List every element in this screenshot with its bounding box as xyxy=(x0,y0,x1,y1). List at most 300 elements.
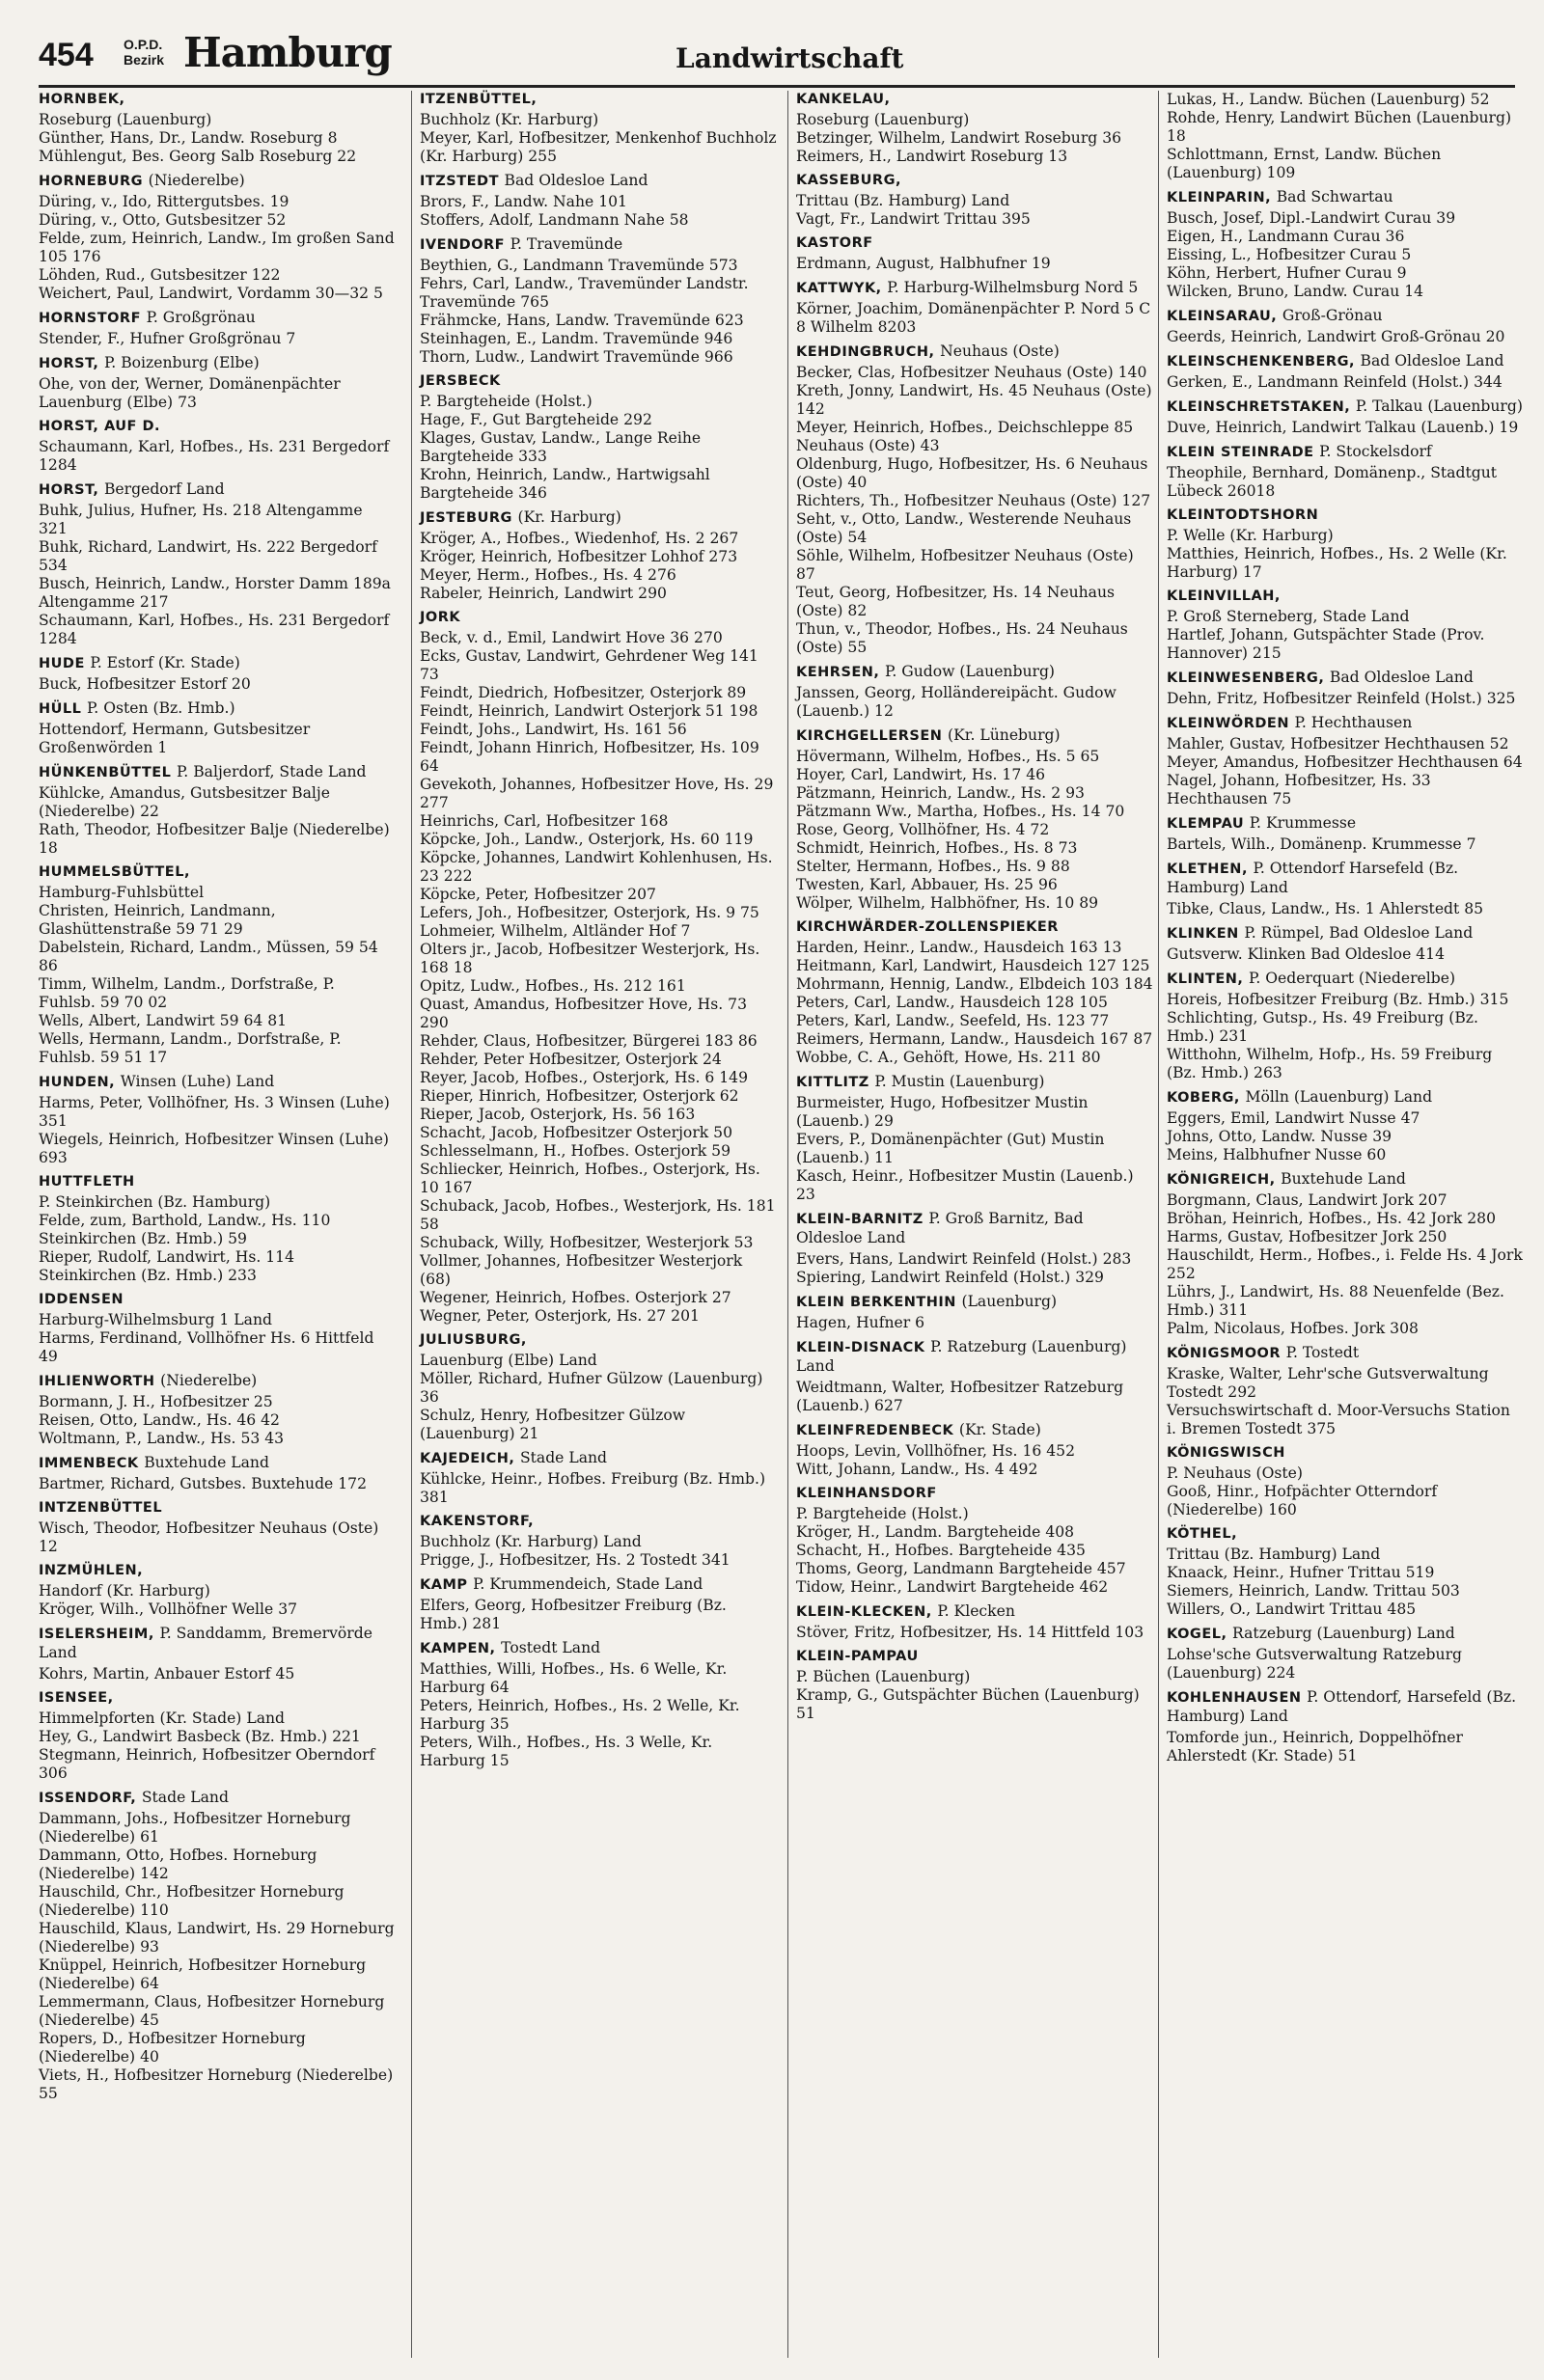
place-info: P. Groß Barnitz, Bad Oldesloe Land xyxy=(796,1210,1084,1246)
listing-line: Schuback, Jacob, Hofbes., Westerjork, Hs. 181 58 xyxy=(420,1197,781,1233)
place-entry xyxy=(1167,188,1524,301)
listing-line: P. Neuhaus (Oste) xyxy=(1167,1464,1303,1482)
listing-line: Harms, Gustav, Hofbesitzer Jork 250 xyxy=(1167,1228,1448,1245)
listing-line: Quast, Amandus, Hofbesitzer Hove, Hs. 73 290 xyxy=(420,996,752,1031)
listing-line: Hartlef, Johann, Gutspächter Stade (Prov. Hannover) 215 xyxy=(1167,626,1490,662)
place-name: KAMPEN, xyxy=(420,1641,496,1656)
listing-line: Siemers, Heinrich, Landw. Trittau 503 xyxy=(1167,1582,1460,1600)
listing-line: Meyer, Amandus, Hofbesitzer Hechthausen 64 xyxy=(1167,753,1523,771)
place-heading xyxy=(1167,1525,1524,1544)
listing-line: Schacht, H., Hofbes. Bargteheide 435 xyxy=(796,1542,1086,1559)
place-info: Buxtehude Land xyxy=(144,1454,269,1471)
place-name: KLEIN-PAMPAU xyxy=(796,1649,919,1664)
place-info: P. Travemünde xyxy=(510,235,623,253)
listing-line: Schlichting, Gutsp., Hs. 49 Freiburg (Bz. Hmb.) 231 xyxy=(1167,1009,1483,1045)
place-name: KLEIN-KLECKEN, xyxy=(796,1604,932,1620)
place-info: P. Baljerdorf, Stade Land xyxy=(176,763,367,780)
place-entry xyxy=(39,91,396,166)
listing-line: Lukas, H., Landw. Büchen (Lauenburg) 52 xyxy=(1167,91,1490,108)
place-name: ISELERSHEIM, xyxy=(39,1627,154,1642)
place-entry xyxy=(420,1513,777,1570)
listing-line: Harburg-Wilhelmsburg 1 Land xyxy=(39,1311,272,1328)
listing-line: Meyer, Karl, Hofbesitzer, Menkenhof Buchholz (Kr. Harburg) 255 xyxy=(420,129,782,165)
listing-line: Reisen, Otto, Landw., Hs. 46 42 xyxy=(39,1411,280,1429)
place-name: KLEIN STEINRADE xyxy=(1167,445,1314,460)
place-heading xyxy=(1167,1170,1524,1190)
place-heading xyxy=(1167,307,1524,326)
place-info: P. Harburg-Wilhelmsburg Nord 5 xyxy=(887,279,1139,296)
page-number: 454 xyxy=(39,37,94,73)
place-heading xyxy=(39,418,396,436)
place-info: P. Ottendorf, Harsefeld (Bz. Hamburg) Land xyxy=(1167,1688,1517,1725)
place-info: P. Boizenburg (Elbe) xyxy=(103,354,260,371)
place-name: KAMP xyxy=(420,1577,468,1593)
place-heading xyxy=(1167,924,1524,944)
listing-line: Harms, Ferdinand, Vollhöfner Hs. 6 Hittfeld 49 xyxy=(39,1329,379,1365)
listing-line: Ecks, Gustav, Landwirt, Gehrdener Weg 141 73 xyxy=(420,647,763,683)
place-name: KATTWYK, xyxy=(796,281,882,296)
place-name: KASTORF xyxy=(796,235,873,251)
listing-line: Reimers, H., Landwirt Roseburg 13 xyxy=(796,148,1068,165)
listing-line: Erdmann, August, Halbhufner 19 xyxy=(796,255,1051,272)
place-heading xyxy=(1167,1625,1524,1644)
place-heading xyxy=(1167,506,1524,525)
listing-line: Dammann, Otto, Hofbes. Horneburg (Niederelbe) 142 xyxy=(39,1847,322,1882)
directory-columns xyxy=(39,91,1528,2358)
listing-line: P. Welle (Kr. Harburg) xyxy=(1167,527,1334,544)
listing-line: P. Büchen (Lauenburg) xyxy=(796,1668,971,1685)
listing-line: Duve, Heinrich, Landwirt Talkau (Lauenb.) 19 xyxy=(1167,419,1519,436)
place-name: HÜNKENBÜTTEL xyxy=(39,765,172,780)
place-heading xyxy=(39,309,396,328)
listing-line: Schlottmann, Ernst, Landw. Büchen (Lauenburg) 109 xyxy=(1167,146,1447,181)
listing-line: Günther, Hans, Dr., Landw. Roseburg 8 xyxy=(39,129,338,147)
place-name: HORST, xyxy=(39,356,99,371)
place-entry xyxy=(1167,814,1524,854)
listing-line: Knaack, Heinr., Hufner Trittau 519 xyxy=(1167,1564,1435,1581)
listing-line: Spiering, Landwirt Reinfeld (Holst.) 329 xyxy=(796,1269,1104,1286)
listing-line: Brors, F., Landw. Nahe 101 xyxy=(420,193,627,210)
listing-line: Kröger, Heinrich, Hofbesitzer Lohhof 273 xyxy=(420,548,738,565)
place-entry xyxy=(1167,1170,1528,1338)
listing-line: Seht, v., Otto, Landw., Westerende Neuhaus (Oste) 54 xyxy=(796,510,1137,546)
place-entry xyxy=(39,309,396,348)
listing-line: Feindt, Johann Hinrich, Hofbesitzer, Hs. 109 64 xyxy=(420,739,764,775)
district-label xyxy=(124,37,164,68)
place-name: KIRCHGELLERSEN xyxy=(796,728,943,744)
place-heading xyxy=(796,1293,1153,1312)
listing-line: Hauschild, Klaus, Landwirt, Hs. 29 Horneburg (Niederelbe) 93 xyxy=(39,1920,400,1956)
listing-line: Beythien, G., Landmann Travemünde 573 xyxy=(420,257,738,274)
listing-line: Borgmann, Claus, Landwirt Jork 207 xyxy=(1167,1191,1448,1209)
place-heading xyxy=(1167,1344,1524,1363)
place-heading xyxy=(39,763,396,782)
place-info: (Niederelbe) xyxy=(160,1372,258,1389)
place-heading xyxy=(796,726,1153,746)
place-entry xyxy=(420,91,782,166)
listing-line: Hottendorf, Hermann, Gutsbesitzer Großenwörden 1 xyxy=(39,721,316,756)
place-entry xyxy=(39,1073,396,1167)
listing-line: Schaumann, Karl, Hofbes., Hs. 231 Bergedorf 1284 xyxy=(39,438,395,474)
listing-line: Roseburg (Lauenburg) xyxy=(39,111,212,128)
listing-line: Hauschildt, Herm., Hofbes., i. Felde Hs. 4 Jork 252 xyxy=(1167,1246,1528,1282)
place-name: KEHRSEN, xyxy=(796,665,880,680)
place-heading xyxy=(39,699,396,719)
place-heading xyxy=(1167,352,1524,371)
place-entry xyxy=(1167,1444,1524,1519)
listing-line: Trittau (Bz. Hamburg) Land xyxy=(1167,1546,1381,1563)
place-name: HORNBEK, xyxy=(39,92,125,107)
listing-line: Ropers, D., Hofbesitzer Horneburg (Niederelbe) 40 xyxy=(39,2030,311,2065)
place-name: KLEINSARAU, xyxy=(1167,309,1278,324)
listing-line: Twesten, Karl, Abbauer, Hs. 25 96 xyxy=(796,876,1058,893)
listing-line: Dabelstein, Richard, Landm., Müssen, 59 54 86 xyxy=(39,939,383,974)
place-heading xyxy=(796,1073,1153,1092)
place-entry xyxy=(420,1639,777,1770)
place-name: JORK xyxy=(420,610,461,625)
place-entry xyxy=(796,1293,1153,1332)
place-info: P. Rümpel, Bad Oldesloe Land xyxy=(1244,924,1474,942)
place-heading xyxy=(39,1789,396,1808)
city-title: Hamburg xyxy=(183,29,392,76)
listing-line: Wiegels, Heinrich, Hofbesitzer Winsen (Luhe) 693 xyxy=(39,1131,394,1166)
place-heading xyxy=(1167,397,1524,417)
place-info: Neuhaus (Oste) xyxy=(940,342,1060,360)
place-heading xyxy=(420,172,777,191)
place-info: P. Osten (Bz. Hmb.) xyxy=(86,699,235,717)
listing-line: P. Bargteheide (Holst.) xyxy=(420,393,593,410)
place-name: KAJEDEICH, xyxy=(420,1451,515,1466)
place-name: KLETHEN, xyxy=(1167,862,1248,877)
place-heading xyxy=(420,1575,777,1595)
place-info: P. Klecken xyxy=(937,1602,1015,1620)
listing-line: Busch, Heinrich, Landw., Horster Damm 189a Altengamme 217 xyxy=(39,575,396,611)
listing-line: Schulz, Henry, Hofbesitzer Gülzow (Lauenburg) 21 xyxy=(420,1407,691,1442)
place-entry xyxy=(39,1173,396,1285)
listing-line: Gooß, Hinr., Hofpächter Otterndorf (Niederelbe) 160 xyxy=(1167,1483,1443,1518)
listing-line: Hagen, Hufner 6 xyxy=(796,1314,925,1331)
place-entry xyxy=(420,235,777,367)
place-heading xyxy=(1167,1444,1524,1463)
place-info: P. Hechthausen xyxy=(1294,714,1413,731)
place-entry xyxy=(39,354,396,412)
listing-line: Köhn, Herbert, Hufner Curau 9 xyxy=(1167,264,1407,282)
listing-line: Kröger, H., Landm. Bargteheide 408 xyxy=(796,1523,1075,1541)
place-entry xyxy=(39,699,396,757)
column-4 xyxy=(1158,91,1528,2358)
listing-line: Lefers, Joh., Hofbesitzer, Osterjork, Hs. 9 75 xyxy=(420,904,759,921)
place-heading xyxy=(39,1073,396,1092)
listing-line: Viets, H., Hofbesitzer Horneburg (Niederelbe) 55 xyxy=(39,2066,399,2102)
place-heading xyxy=(39,480,396,500)
place-info: Bad Oldesloe Land xyxy=(1329,669,1474,686)
place-entry xyxy=(796,234,1153,273)
listing-line: Nagel, Johann, Hofbesitzer, Hs. 33 Hechthausen 75 xyxy=(1167,772,1436,807)
place-entry xyxy=(420,1575,777,1633)
place-entry xyxy=(1167,669,1524,708)
listing-line: Körner, Joachim, Domänenpächter P. Nord 5 C 8 Wilhelm 8203 xyxy=(796,300,1156,336)
place-heading xyxy=(1167,669,1524,688)
place-name: KLEINTODTSHORN xyxy=(1167,507,1319,523)
listing-line: Becker, Clas, Hofbesitzer Neuhaus (Oste) 140 xyxy=(796,364,1147,381)
place-entry xyxy=(1167,1625,1524,1682)
listing-line: Wells, Albert, Landwirt 59 64 81 xyxy=(39,1012,288,1029)
place-heading xyxy=(39,354,396,373)
place-name: KLEINWESENBERG, xyxy=(1167,670,1325,686)
place-name: KÖNIGSWISCH xyxy=(1167,1445,1285,1461)
listing-line: Feindt, Johs., Landwirt, Hs. 161 56 xyxy=(420,721,687,738)
listing-line: Willers, O., Landwirt Trittau 485 xyxy=(1167,1600,1417,1618)
listing-line: Dehn, Fritz, Hofbesitzer Reinfeld (Holst.) 325 xyxy=(1167,690,1516,707)
place-name: IVENDORF xyxy=(420,237,506,253)
place-name: ITZSTEDT xyxy=(420,174,499,189)
place-name: KLEIN-DISNACK xyxy=(796,1340,925,1355)
listing-line: Rohde, Henry, Landwirt Büchen (Lauenburg) 18 xyxy=(1167,109,1517,145)
listing-line: Beck, v. d., Emil, Landwirt Hove 36 270 xyxy=(420,629,723,646)
listing-line: Steinhagen, E., Landm. Travemünde 946 xyxy=(420,330,733,347)
place-name: IMMENBECK xyxy=(39,1456,139,1471)
listing-line: Witt, Johann, Landw., Hs. 4 492 xyxy=(796,1461,1038,1478)
place-entry xyxy=(39,1562,396,1619)
listing-line: Möller, Richard, Hufner Gülzow (Lauenburg) 36 xyxy=(420,1370,768,1406)
listing-line: Oldenburg, Hugo, Hofbesitzer, Hs. 6 Neuhaus (Oste) 40 xyxy=(796,455,1153,491)
place-name: KÖTHEL, xyxy=(1167,1526,1238,1542)
place-entry xyxy=(1167,91,1524,182)
listing-line: Elfers, Georg, Hofbesitzer Freiburg (Bz. Hmb.) 281 xyxy=(420,1597,731,1632)
place-info: Ratzeburg (Lauenburg) Land xyxy=(1232,1625,1455,1642)
listing-line: Hoops, Levin, Vollhöfner, Hs. 16 452 xyxy=(796,1442,1076,1460)
column-3 xyxy=(787,91,1157,2358)
listing-line: Christen, Heinrich, Landmann, Glashüttenstraße 59 71 29 xyxy=(39,902,281,938)
place-heading xyxy=(420,1449,777,1468)
place-heading xyxy=(420,1331,777,1350)
listing-line: Düring, v., Otto, Gutsbesitzer 52 xyxy=(39,211,287,229)
place-heading xyxy=(39,91,396,109)
place-heading xyxy=(796,234,1153,253)
listing-line: Schlesselmann, H., Hofbes. Osterjork 59 xyxy=(420,1142,731,1160)
place-heading xyxy=(1167,1688,1524,1727)
place-info: (Lauenburg) xyxy=(961,1293,1058,1310)
listing-line: Reyer, Jacob, Hofbes., Osterjork, Hs. 6 149 xyxy=(420,1069,749,1086)
place-entry xyxy=(420,1331,777,1443)
place-heading xyxy=(796,1210,1153,1248)
listing-line: Buhk, Julius, Hufner, Hs. 218 Altengamme 321 xyxy=(39,502,368,537)
listing-line: Eissing, L., Hofbesitzer Curau 5 xyxy=(1167,246,1412,263)
listing-line: Wegner, Peter, Osterjork, Hs. 27 201 xyxy=(420,1307,700,1325)
listing-line: Gutsverw. Klinken Bad Oldesloe 414 xyxy=(1167,945,1446,963)
listing-line: Witthohn, Wilhelm, Hofp., Hs. 59 Freiburg (Bz. Hmb.) 263 xyxy=(1167,1046,1498,1081)
listing-line: Reimers, Hermann, Landw., Hausdeich 167 87 xyxy=(796,1030,1153,1048)
place-heading xyxy=(1167,188,1524,207)
place-info: Bad Schwartau xyxy=(1276,188,1393,205)
listing-line: Fehrs, Carl, Landw., Travemünder Landstr. Travemünde 765 xyxy=(420,275,754,311)
place-name: KLEIN-BARNITZ xyxy=(796,1212,924,1227)
place-name: JERSBECK xyxy=(420,373,501,389)
listing-line: Rehder, Claus, Hofbesitzer, Bürgerei 183 86 xyxy=(420,1032,758,1050)
place-entry xyxy=(39,418,396,475)
listing-line: Wölper, Wilhelm, Halbhöfner, Hs. 10 89 xyxy=(796,894,1099,912)
listing-line: Betzinger, Wilhelm, Landwirt Roseburg 36 xyxy=(796,129,1122,147)
place-name: KITTLITZ xyxy=(796,1075,869,1090)
listing-line: Evers, Hans, Landwirt Reinfeld (Holst.) 283 xyxy=(796,1250,1132,1268)
listing-line: Düring, v., Ido, Rittergutsbes. 19 xyxy=(39,193,290,210)
listing-line: Eggers, Emil, Landwirt Nusse 47 xyxy=(1167,1109,1420,1127)
listing-line: Köpcke, Peter, Hofbesitzer 207 xyxy=(420,886,656,903)
place-name: INTZENBÜTTEL xyxy=(39,1500,163,1516)
place-entry xyxy=(420,172,777,230)
place-heading xyxy=(39,1499,396,1518)
listing-line: Rabeler, Heinrich, Landwirt 290 xyxy=(420,585,667,602)
place-heading xyxy=(1167,860,1524,898)
place-info: (Kr. Lüneburg) xyxy=(947,726,1061,744)
listing-line: Wobbe, C. A., Gehöft, Howe, Hs. 211 80 xyxy=(796,1049,1101,1066)
listing-line: Palm, Nicolaus, Hofbes. Jork 308 xyxy=(1167,1320,1419,1337)
place-heading xyxy=(796,91,1153,109)
place-heading xyxy=(39,863,396,882)
listing-line: Kohrs, Martin, Anbauer Estorf 45 xyxy=(39,1665,295,1682)
listing-line: Busch, Josef, Dipl.-Landwirt Curau 39 xyxy=(1167,209,1456,227)
place-entry xyxy=(1167,1088,1524,1164)
section-title: Landwirtschaft xyxy=(676,42,904,74)
listing-line: Buhk, Richard, Landwirt, Hs. 222 Bergedorf 534 xyxy=(39,538,382,574)
place-entry xyxy=(796,1648,1153,1723)
listing-line: Roseburg (Lauenburg) xyxy=(796,111,970,128)
listing-line: Kühlcke, Heinr., Hofbes. Freiburg (Bz. Hmb.) 381 xyxy=(420,1470,771,1506)
place-name: KLEINHANSDORF xyxy=(796,1486,937,1501)
listing-line: Frähmcke, Hans, Landw. Travemünde 623 xyxy=(420,312,744,329)
place-heading xyxy=(420,508,777,528)
place-entry xyxy=(1167,970,1524,1082)
place-info: Stade Land xyxy=(519,1449,608,1466)
place-name: IDDENSEN xyxy=(39,1292,124,1307)
listing-line: Janssen, Georg, Holländereipächt. Gudow (Lauenb.) 12 xyxy=(796,684,1121,720)
place-heading xyxy=(1167,714,1524,733)
place-name: KLINKEN xyxy=(1167,926,1239,942)
place-info: Buxtehude Land xyxy=(1281,1170,1406,1188)
place-name: JULIUSBURG, xyxy=(420,1332,527,1348)
place-info: P. Talkau (Lauenburg) xyxy=(1355,397,1523,415)
listing-line: Tibke, Claus, Landw., Hs. 1 Ahlerstedt 85 xyxy=(1167,900,1484,917)
place-heading xyxy=(1167,970,1524,989)
listing-line: Bormann, J. H., Hofbesitzer 25 xyxy=(39,1393,273,1410)
listing-line: Rieper, Jacob, Osterjork, Hs. 56 163 xyxy=(420,1106,696,1123)
listing-line: Schmidt, Heinrich, Hofbes., Hs. 8 73 xyxy=(796,839,1078,857)
place-entry xyxy=(1167,1344,1524,1438)
place-entry xyxy=(796,279,1156,337)
listing-line: Schliecker, Heinrich, Hofbes., Osterjork, Hs. 10 167 xyxy=(420,1161,765,1196)
listing-line: Krohn, Heinrich, Landw., Hartwigsahl Bargteheide 346 xyxy=(420,466,715,502)
listing-line: Teut, Georg, Hofbesitzer, Hs. 14 Neuhaus (Oste) 82 xyxy=(796,584,1119,619)
place-info: (Kr. Harburg) xyxy=(517,508,621,526)
listing-line: Stelter, Hermann, Hofbes., Hs. 9 88 xyxy=(796,858,1070,875)
place-name: KAKENSTORF, xyxy=(420,1514,535,1529)
place-name: HORNEBURG xyxy=(39,174,144,189)
listing-line: Meins, Halbhufner Nusse 60 xyxy=(1167,1146,1387,1163)
place-heading xyxy=(796,1421,1153,1440)
place-heading xyxy=(39,1173,396,1191)
place-name: ISSENDORF, xyxy=(39,1791,137,1806)
place-name: KLEINPARIN, xyxy=(1167,190,1272,205)
place-entry xyxy=(39,1499,396,1556)
listing-line: Kramp, G., Gutspächter Büchen (Lauenburg) 51 xyxy=(796,1686,1144,1722)
listing-line: Weichert, Paul, Landwirt, Vordamm 30—32 5 xyxy=(39,285,383,302)
place-heading xyxy=(39,1562,396,1580)
place-heading xyxy=(796,1602,1153,1622)
place-info: Groß-Grönau xyxy=(1282,307,1383,324)
listing-line: Knüppel, Heinrich, Hofbesitzer Horneburg (Niederelbe) 64 xyxy=(39,1956,372,1992)
listing-line: Richters, Th., Hofbesitzer Neuhaus (Oste) 127 xyxy=(796,492,1151,509)
listing-line: Weidtmann, Walter, Hofbesitzer Ratzeburg (Lauenb.) 627 xyxy=(796,1379,1129,1414)
place-info: P. Stockelsdorf xyxy=(1319,443,1432,460)
listing-line: Tomforde jun., Heinrich, Doppelhöfner Ahlerstedt (Kr. Stade) 51 xyxy=(1167,1729,1468,1764)
place-heading xyxy=(796,1338,1153,1377)
place-heading xyxy=(39,1689,396,1708)
listing-line: Schaumann, Karl, Hofbes., Hs. 231 Bergedorf 1284 xyxy=(39,612,395,647)
place-name: KOBERG, xyxy=(1167,1090,1240,1106)
place-name: KLEINWÖRDEN xyxy=(1167,716,1289,731)
place-name: ISENSEE, xyxy=(39,1690,114,1706)
listing-line: Bartels, Wilh., Domänenp. Krummesse 7 xyxy=(1167,835,1476,853)
place-entry xyxy=(796,172,1153,229)
place-heading xyxy=(796,1485,1153,1503)
place-name: KLEMPAU xyxy=(1167,816,1245,832)
place-entry xyxy=(39,763,396,858)
listing-line: Gevekoth, Johannes, Hofbesitzer Hove, Hs. 29 277 xyxy=(420,776,779,811)
listing-line: Mahler, Gustav, Hofbesitzer Hechthausen 52 xyxy=(1167,735,1509,752)
place-entry xyxy=(796,1210,1153,1287)
listing-line: Himmelpforten (Kr. Stade) Land xyxy=(39,1710,286,1727)
place-heading xyxy=(39,654,396,673)
place-name: KÖNIGREICH, xyxy=(1167,1172,1276,1188)
place-info: P. Krummendeich, Stade Land xyxy=(473,1575,703,1593)
listing-line: Kreth, Jonny, Landwirt, Hs. 45 Neuhaus (Oste) 142 xyxy=(796,382,1157,418)
page-header xyxy=(39,29,1515,88)
listing-line: Stender, F., Hufner Großgrönau 7 xyxy=(39,330,296,347)
place-info: P. Krummesse xyxy=(1249,814,1357,832)
place-name: JESTEBURG xyxy=(420,510,512,526)
listing-line: Vollmer, Johannes, Hofbesitzer Westerjork (68) xyxy=(420,1252,748,1288)
listing-line: Meyer, Heinrich, Hofbes., Deichschleppe 85 Neuhaus (Oste) 43 xyxy=(796,419,1139,454)
listing-line: Lohse'sche Gutsverwaltung Ratzeburg (Lauenburg) 224 xyxy=(1167,1646,1467,1682)
place-heading xyxy=(796,1648,1153,1666)
listing-line: Schuback, Willy, Hofbesitzer, Westerjork 53 xyxy=(420,1234,754,1251)
listing-line: Meyer, Herm., Hofbes., Hs. 4 276 xyxy=(420,566,676,584)
listing-line: Buck, Hofbesitzer Estorf 20 xyxy=(39,675,251,693)
place-info: P. Mustin (Lauenburg) xyxy=(874,1073,1045,1090)
listing-line: Thorn, Ludw., Landwirt Travemünde 966 xyxy=(420,348,733,366)
listing-line: Evers, P., Domänenpächter (Gut) Mustin (Lauenb.) 11 xyxy=(796,1131,1110,1166)
place-entry xyxy=(1167,397,1524,437)
listing-line: Peters, Heinrich, Hofbes., Hs. 2 Welle, Kr. Harburg 35 xyxy=(420,1697,745,1733)
listing-line: Heinrichs, Carl, Hofbesitzer 168 xyxy=(420,812,669,830)
place-heading xyxy=(1167,443,1524,462)
place-entry xyxy=(1167,924,1524,964)
listing-line: Lemmermann, Claus, Hofbesitzer Horneburg (Niederelbe) 45 xyxy=(39,1993,390,2029)
place-name: KÖNIGSMOOR xyxy=(1167,1346,1282,1361)
place-entry xyxy=(39,1789,400,2103)
place-heading xyxy=(420,1513,777,1531)
place-entry xyxy=(796,726,1153,913)
place-name: IHLIENWORTH xyxy=(39,1374,155,1389)
listing-line: Lührs, J., Landwirt, Hs. 88 Neuenfelde (Bez. Hmb.) 311 xyxy=(1167,1283,1509,1319)
listing-line: Stöver, Fritz, Hofbesitzer, Hs. 14 Hittfeld 103 xyxy=(796,1624,1144,1641)
listing-line: Mohrmann, Hennig, Landw., Elbdeich 103 184 xyxy=(796,975,1153,993)
place-info: Bergedorf Land xyxy=(103,480,225,498)
place-entry xyxy=(39,1291,396,1366)
listing-line: Kröger, Wilh., Vollhöfner Welle 37 xyxy=(39,1600,298,1618)
place-heading xyxy=(420,235,777,255)
listing-line: Wells, Hermann, Landm., Dorfstraße, P. Fuhlsb. 59 51 17 xyxy=(39,1030,346,1066)
